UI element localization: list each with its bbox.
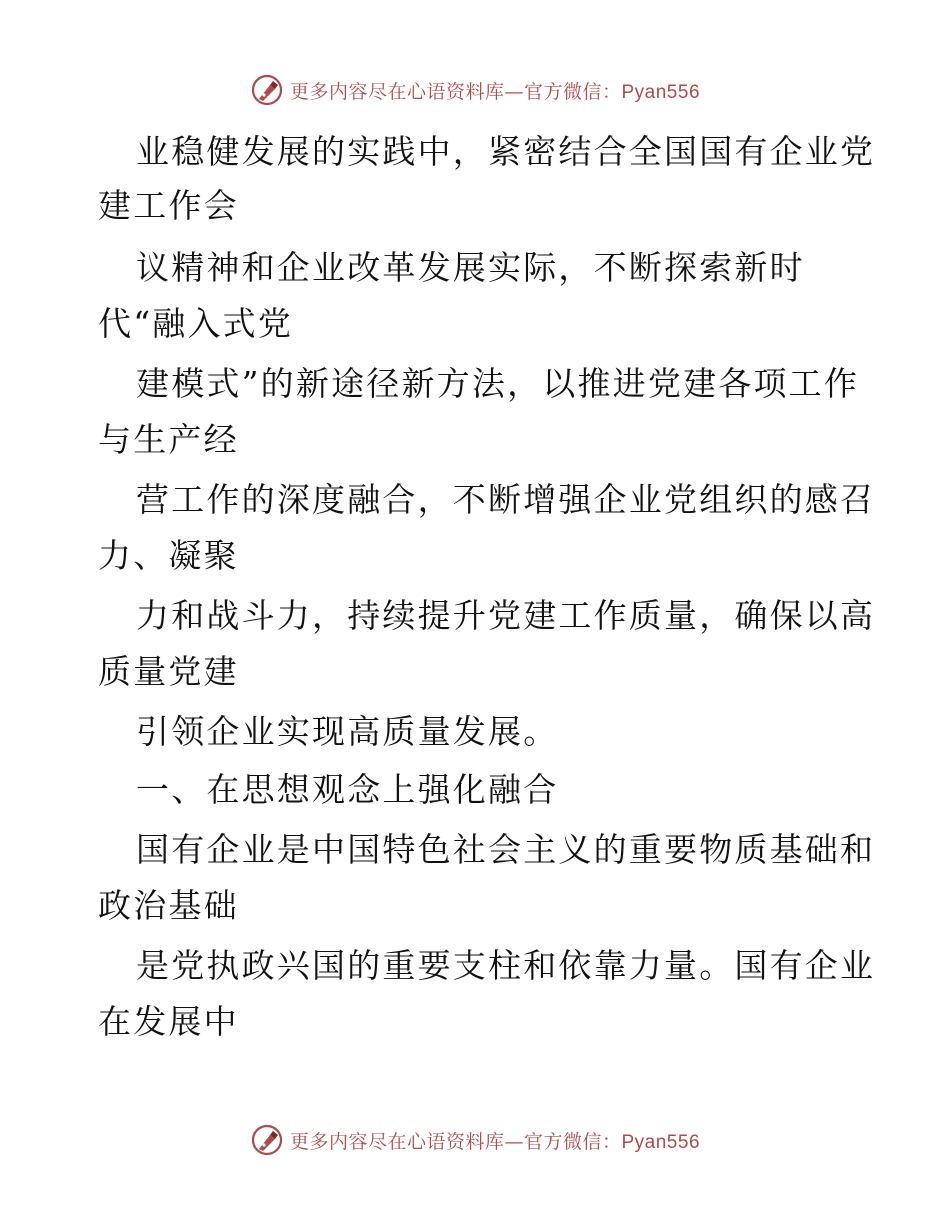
section-heading: 一、在思想观念上强化融合 (136, 770, 559, 809)
body-line: 营工作的深度融合，不断增强企业党组织的感召 (136, 480, 876, 519)
body-line: 建模式”的新途径新方法，以推进党建各项工作 (136, 364, 860, 403)
pen-nib-circle-icon (250, 1123, 284, 1157)
body-line: 建工作会 (98, 186, 239, 225)
body-line: 议精神和企业改革发展实际，不断探索新时 (136, 248, 805, 287)
body-line: 业稳健发展的实践中，紧密结合全国国有企业党 (136, 132, 876, 171)
watermark-text: 更多内容尽在心语资料库—官方微信：Pyan556 (289, 80, 701, 103)
body-line: 力、凝聚 (98, 536, 239, 575)
body-line: 引领企业实现高质量发展。 (136, 712, 559, 751)
body-line: 与生产经 (98, 420, 239, 459)
header-watermark (0, 70, 950, 110)
body-line: 代“融入式党 (98, 304, 294, 343)
body-line: 在发展中 (98, 1002, 239, 1041)
footer-watermark (0, 1120, 950, 1160)
pen-nib-circle-icon (250, 73, 284, 107)
body-line: 国有企业是中国特色社会主义的重要物质基础和 (136, 830, 876, 869)
body-line: 力和战斗力，持续提升党建工作质量，确保以高 (136, 596, 876, 635)
body-line: 是党执政兴国的重要支柱和依靠力量。国有企业 (136, 946, 876, 985)
body-line: 质量党建 (98, 652, 239, 691)
body-line: 政治基础 (98, 886, 239, 925)
watermark-text: 更多内容尽在心语资料库—官方微信：Pyan556 (289, 1130, 701, 1153)
